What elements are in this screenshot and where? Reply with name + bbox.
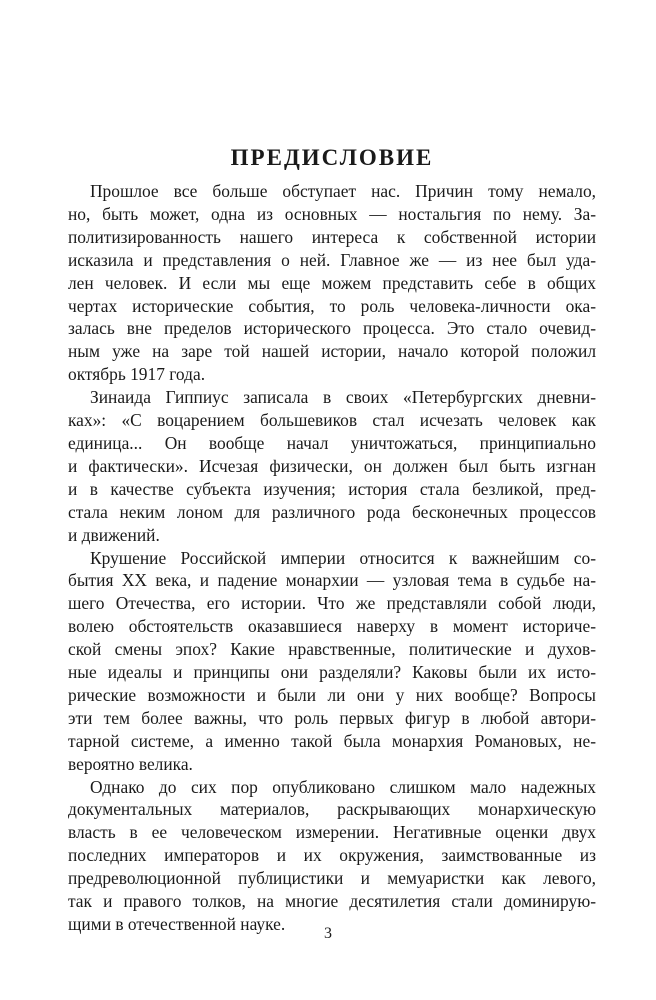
text-line: октябрь 1917 года. (68, 364, 206, 385)
page-title: ПРЕДИСЛОВИЕ (230, 145, 434, 170)
text-line: ской смены эпох? Какие нравственные, политические и духов- (68, 639, 596, 660)
text-line: единица... Он вообще начал уничтожаться, принципиально (68, 432, 596, 453)
text-line: чертах исторические события, то роль человека-личности ока- (68, 295, 596, 316)
text-line: вероятно велика. (68, 753, 193, 774)
page-number: 3 (324, 925, 332, 942)
text-line: так и правого толков, на многие десятилетия стали доминирую- (68, 891, 596, 912)
text-line: лен человек. И если мы еще можем представить себе в общих (68, 272, 596, 293)
text-line: шего Отечества, его истории. Что же представляли собой люди, (68, 593, 596, 614)
text-line: залась вне пределов исторического процесса. Это стало очевид- (68, 318, 596, 339)
text-line: эти тем более важны, что роль первых фигур в любой автори- (68, 707, 596, 728)
text-line: щими в отечественной науке. (68, 914, 286, 934)
paragraph (68, 547, 596, 776)
text-line: документальных материалов, раскрывающих монархическую (68, 799, 596, 820)
text-line: ные идеалы и принципы они разделяли? Каковы были их исто- (68, 662, 596, 683)
text-line: Зинаида Гиппиус записала в своих «Петербургских дневни- (90, 387, 596, 408)
paragraph (68, 180, 596, 386)
paragraph (68, 776, 596, 936)
text-line: и фактически». Исчезая физически, он должен был быть изгнан (68, 455, 596, 476)
text-line: последних императоров и их окружения, заимствованные из (68, 845, 596, 866)
text-line: рические возможности и были ли они у них вообще? Вопросы (68, 684, 596, 705)
text-line: стала неким лоном для различного рода бесконечных процессов (68, 501, 596, 522)
text-line: волею обстоятельств оказавшиеся наверху в момент историче- (68, 616, 596, 637)
text-line: ках»: «С воцарением большевиков стал исчезать человек как (68, 410, 596, 431)
body-text (68, 180, 596, 936)
paragraph (68, 386, 596, 546)
text-line: власть в ее человеческом измерении. Негативные оценки двух (68, 822, 596, 843)
text-line: бытия XX века, и падение монархии — узловая тема в судьбе на- (68, 570, 596, 591)
text-line: тарной системе, а именно такой была монархия Романовых, не- (68, 730, 596, 751)
text-line: политизированность нашего интереса к собственной истории (68, 226, 596, 247)
text-line: но, быть может, одна из основных — ностальгия по нему. За- (68, 203, 596, 224)
text-line: исказила и представления о ней. Главное же — из нее был уда- (68, 249, 596, 270)
text-line: Однако до сих пор опубликовано слишком мало надежных (90, 776, 596, 797)
text-line: и в качестве субъекта изучения; история стала безликой, пред- (68, 478, 596, 499)
text-line: и движений. (68, 524, 160, 545)
text-line: Прошлое все больше обступает нас. Причин тому немало, (90, 181, 596, 201)
page-body (68, 142, 596, 936)
text-line: предреволюционной публицистики и мемуаристки как левого, (68, 868, 596, 889)
text-line: ным уже на заре той нашей истории, начало которой положил (68, 341, 596, 362)
text-line: Крушение Российской империи относится к важнейшим со- (90, 547, 596, 568)
